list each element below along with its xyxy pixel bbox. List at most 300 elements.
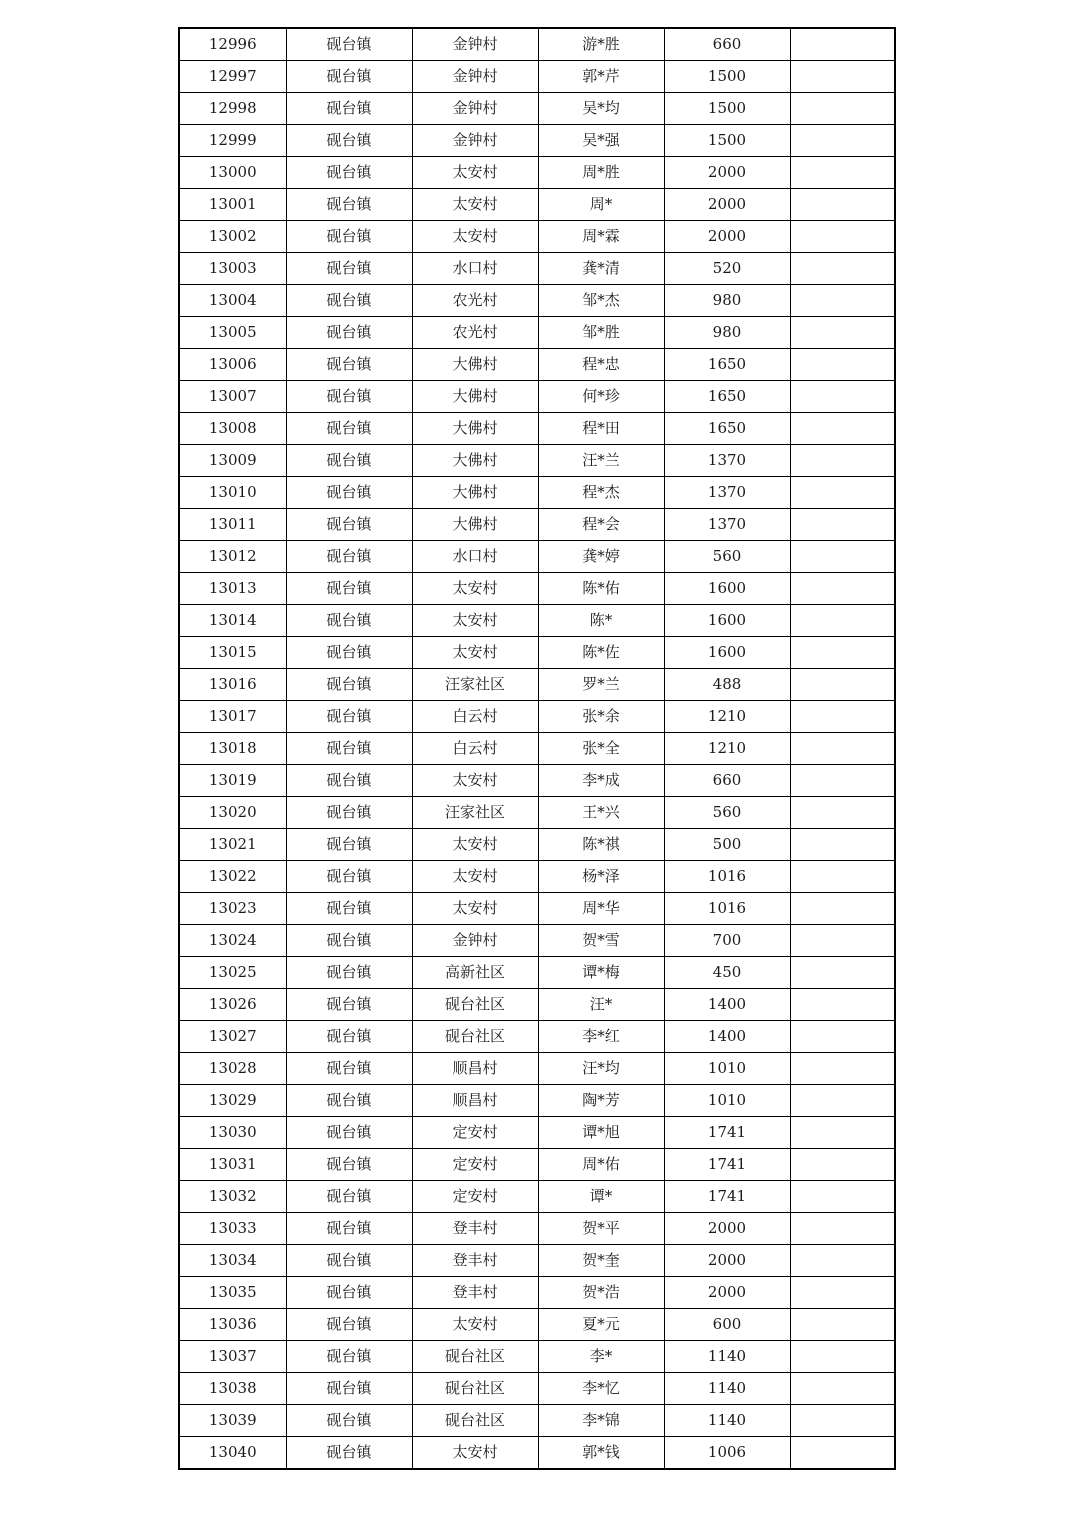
cell-id: 13021 xyxy=(179,829,286,861)
table-row xyxy=(179,925,895,957)
table-row xyxy=(179,1309,895,1341)
cell-town: 砚台镇 xyxy=(286,189,412,221)
cell-town: 砚台镇 xyxy=(286,509,412,541)
cell-town: 砚台镇 xyxy=(286,1341,412,1373)
cell-note xyxy=(790,989,895,1021)
cell-town: 砚台镇 xyxy=(286,541,412,573)
cell-town: 砚台镇 xyxy=(286,1277,412,1309)
table-row xyxy=(179,1341,895,1373)
cell-note xyxy=(790,573,895,605)
cell-town: 砚台镇 xyxy=(286,349,412,381)
cell-id: 13016 xyxy=(179,669,286,701)
cell-amount: 1400 xyxy=(664,1021,790,1053)
cell-id: 13024 xyxy=(179,925,286,957)
cell-town: 砚台镇 xyxy=(286,61,412,93)
cell-name: 程*忠 xyxy=(538,349,664,381)
cell-village: 高新社区 xyxy=(412,957,538,989)
cell-name: 贺*奎 xyxy=(538,1245,664,1277)
cell-amount: 450 xyxy=(664,957,790,989)
cell-name: 汪*兰 xyxy=(538,445,664,477)
cell-note xyxy=(790,221,895,253)
table-row xyxy=(179,733,895,765)
table-row xyxy=(179,1213,895,1245)
cell-note xyxy=(790,1373,895,1405)
cell-id: 13036 xyxy=(179,1309,286,1341)
cell-note xyxy=(790,669,895,701)
cell-name: 罗*兰 xyxy=(538,669,664,701)
cell-amount: 560 xyxy=(664,797,790,829)
cell-name: 杨*泽 xyxy=(538,861,664,893)
cell-id: 13019 xyxy=(179,765,286,797)
cell-village: 定安村 xyxy=(412,1149,538,1181)
cell-village: 大佛村 xyxy=(412,445,538,477)
cell-name: 周*佑 xyxy=(538,1149,664,1181)
cell-amount: 1600 xyxy=(664,637,790,669)
cell-town: 砚台镇 xyxy=(286,637,412,669)
cell-note xyxy=(790,605,895,637)
cell-id: 13022 xyxy=(179,861,286,893)
cell-note xyxy=(790,797,895,829)
cell-village: 砚台社区 xyxy=(412,989,538,1021)
cell-id: 13001 xyxy=(179,189,286,221)
cell-town: 砚台镇 xyxy=(286,253,412,285)
cell-village: 大佛村 xyxy=(412,381,538,413)
table-row xyxy=(179,605,895,637)
cell-town: 砚台镇 xyxy=(286,1181,412,1213)
cell-note xyxy=(790,701,895,733)
cell-amount: 1016 xyxy=(664,893,790,925)
cell-note xyxy=(790,1245,895,1277)
table-row xyxy=(179,445,895,477)
cell-amount: 1741 xyxy=(664,1117,790,1149)
cell-amount: 1140 xyxy=(664,1373,790,1405)
cell-note xyxy=(790,125,895,157)
cell-town: 砚台镇 xyxy=(286,285,412,317)
cell-note xyxy=(790,61,895,93)
cell-id: 13013 xyxy=(179,573,286,605)
table-row xyxy=(179,381,895,413)
table-row xyxy=(179,509,895,541)
cell-note xyxy=(790,1149,895,1181)
cell-town: 砚台镇 xyxy=(286,1021,412,1053)
cell-village: 金钟村 xyxy=(412,28,538,61)
cell-note xyxy=(790,93,895,125)
cell-amount: 2000 xyxy=(664,157,790,189)
cell-amount: 488 xyxy=(664,669,790,701)
cell-note xyxy=(790,541,895,573)
cell-town: 砚台镇 xyxy=(286,28,412,61)
cell-town: 砚台镇 xyxy=(286,1309,412,1341)
cell-note xyxy=(790,765,895,797)
cell-note xyxy=(790,1213,895,1245)
data-table xyxy=(178,27,896,1470)
table-row xyxy=(179,541,895,573)
cell-id: 13005 xyxy=(179,317,286,349)
cell-village: 太安村 xyxy=(412,765,538,797)
cell-village: 定安村 xyxy=(412,1181,538,1213)
cell-amount: 1500 xyxy=(664,125,790,157)
cell-village: 砚台社区 xyxy=(412,1405,538,1437)
cell-town: 砚台镇 xyxy=(286,829,412,861)
cell-id: 13039 xyxy=(179,1405,286,1437)
cell-town: 砚台镇 xyxy=(286,893,412,925)
cell-note xyxy=(790,189,895,221)
cell-amount: 660 xyxy=(664,28,790,61)
cell-village: 太安村 xyxy=(412,221,538,253)
cell-village: 大佛村 xyxy=(412,509,538,541)
cell-name: 李* xyxy=(538,1341,664,1373)
cell-village: 汪家社区 xyxy=(412,669,538,701)
cell-name: 周*胜 xyxy=(538,157,664,189)
cell-name: 陶*芳 xyxy=(538,1085,664,1117)
table-row xyxy=(179,1021,895,1053)
table-row xyxy=(179,1149,895,1181)
cell-village: 太安村 xyxy=(412,637,538,669)
table-row xyxy=(179,61,895,93)
cell-id: 13038 xyxy=(179,1373,286,1405)
cell-name: 邹*杰 xyxy=(538,285,664,317)
cell-village: 汪家社区 xyxy=(412,797,538,829)
cell-id: 12999 xyxy=(179,125,286,157)
cell-name: 贺*平 xyxy=(538,1213,664,1245)
cell-name: 汪* xyxy=(538,989,664,1021)
cell-note xyxy=(790,349,895,381)
cell-name: 龚*婷 xyxy=(538,541,664,573)
cell-village: 白云村 xyxy=(412,733,538,765)
cell-village: 登丰村 xyxy=(412,1245,538,1277)
cell-amount: 700 xyxy=(664,925,790,957)
cell-village: 太安村 xyxy=(412,893,538,925)
cell-village: 登丰村 xyxy=(412,1277,538,1309)
table-row xyxy=(179,1117,895,1149)
table-row xyxy=(179,1373,895,1405)
cell-note xyxy=(790,413,895,445)
cell-id: 13004 xyxy=(179,285,286,317)
cell-village: 定安村 xyxy=(412,1117,538,1149)
table-row xyxy=(179,413,895,445)
cell-id: 13040 xyxy=(179,1437,286,1470)
cell-town: 砚台镇 xyxy=(286,445,412,477)
cell-note xyxy=(790,28,895,61)
table-row xyxy=(179,669,895,701)
cell-town: 砚台镇 xyxy=(286,861,412,893)
table-row xyxy=(179,797,895,829)
cell-id: 13033 xyxy=(179,1213,286,1245)
cell-town: 砚台镇 xyxy=(286,573,412,605)
cell-id: 13027 xyxy=(179,1021,286,1053)
cell-amount: 2000 xyxy=(664,1245,790,1277)
cell-name: 陈*佐 xyxy=(538,637,664,669)
cell-amount: 500 xyxy=(664,829,790,861)
cell-id: 13012 xyxy=(179,541,286,573)
cell-name: 吴*均 xyxy=(538,93,664,125)
cell-note xyxy=(790,253,895,285)
cell-note xyxy=(790,157,895,189)
cell-town: 砚台镇 xyxy=(286,1053,412,1085)
cell-amount: 1741 xyxy=(664,1181,790,1213)
table-row xyxy=(179,1053,895,1085)
cell-id: 13017 xyxy=(179,701,286,733)
cell-amount: 1010 xyxy=(664,1085,790,1117)
cell-name: 贺*雪 xyxy=(538,925,664,957)
cell-amount: 1140 xyxy=(664,1405,790,1437)
cell-town: 砚台镇 xyxy=(286,157,412,189)
cell-town: 砚台镇 xyxy=(286,765,412,797)
cell-amount: 1140 xyxy=(664,1341,790,1373)
cell-village: 金钟村 xyxy=(412,61,538,93)
cell-amount: 1500 xyxy=(664,61,790,93)
cell-village: 金钟村 xyxy=(412,93,538,125)
cell-name: 李*锦 xyxy=(538,1405,664,1437)
cell-id: 13028 xyxy=(179,1053,286,1085)
cell-village: 砚台社区 xyxy=(412,1021,538,1053)
cell-town: 砚台镇 xyxy=(286,1373,412,1405)
cell-note xyxy=(790,1405,895,1437)
cell-name: 夏*元 xyxy=(538,1309,664,1341)
cell-amount: 1741 xyxy=(664,1149,790,1181)
cell-village: 农光村 xyxy=(412,285,538,317)
cell-note xyxy=(790,1117,895,1149)
cell-note xyxy=(790,381,895,413)
cell-name: 陈*佑 xyxy=(538,573,664,605)
cell-amount: 1210 xyxy=(664,701,790,733)
cell-village: 顺昌村 xyxy=(412,1053,538,1085)
table-row xyxy=(179,477,895,509)
cell-id: 13037 xyxy=(179,1341,286,1373)
cell-town: 砚台镇 xyxy=(286,1405,412,1437)
cell-town: 砚台镇 xyxy=(286,1117,412,1149)
cell-name: 邹*胜 xyxy=(538,317,664,349)
table-row xyxy=(179,957,895,989)
table-row xyxy=(179,637,895,669)
table-row xyxy=(179,253,895,285)
cell-village: 砚台社区 xyxy=(412,1341,538,1373)
cell-amount: 1006 xyxy=(664,1437,790,1470)
cell-id: 13002 xyxy=(179,221,286,253)
cell-town: 砚台镇 xyxy=(286,477,412,509)
table-row xyxy=(179,989,895,1021)
table-row xyxy=(179,349,895,381)
cell-town: 砚台镇 xyxy=(286,413,412,445)
cell-id: 13011 xyxy=(179,509,286,541)
cell-town: 砚台镇 xyxy=(286,957,412,989)
table-body xyxy=(179,28,895,1469)
cell-id: 13006 xyxy=(179,349,286,381)
cell-name: 张*全 xyxy=(538,733,664,765)
cell-id: 13030 xyxy=(179,1117,286,1149)
table-row xyxy=(179,157,895,189)
cell-village: 登丰村 xyxy=(412,1213,538,1245)
cell-id: 13014 xyxy=(179,605,286,637)
cell-name: 谭*梅 xyxy=(538,957,664,989)
cell-town: 砚台镇 xyxy=(286,1213,412,1245)
cell-name: 贺*浩 xyxy=(538,1277,664,1309)
cell-amount: 2000 xyxy=(664,1213,790,1245)
cell-town: 砚台镇 xyxy=(286,1149,412,1181)
cell-village: 太安村 xyxy=(412,573,538,605)
cell-amount: 1210 xyxy=(664,733,790,765)
cell-name: 何*珍 xyxy=(538,381,664,413)
cell-village: 太安村 xyxy=(412,861,538,893)
table-row xyxy=(179,317,895,349)
table-row xyxy=(179,1245,895,1277)
cell-id: 13000 xyxy=(179,157,286,189)
cell-village: 大佛村 xyxy=(412,413,538,445)
table-row xyxy=(179,1181,895,1213)
cell-id: 13032 xyxy=(179,1181,286,1213)
cell-amount: 1370 xyxy=(664,477,790,509)
cell-id: 13023 xyxy=(179,893,286,925)
table-row xyxy=(179,1277,895,1309)
cell-name: 郭*芹 xyxy=(538,61,664,93)
cell-note xyxy=(790,1341,895,1373)
cell-town: 砚台镇 xyxy=(286,925,412,957)
cell-town: 砚台镇 xyxy=(286,381,412,413)
table-row xyxy=(179,1405,895,1437)
cell-name: 谭*旭 xyxy=(538,1117,664,1149)
cell-amount: 2000 xyxy=(664,189,790,221)
cell-note xyxy=(790,861,895,893)
cell-name: 程*杰 xyxy=(538,477,664,509)
cell-id: 12997 xyxy=(179,61,286,93)
cell-village: 太安村 xyxy=(412,605,538,637)
cell-id: 13003 xyxy=(179,253,286,285)
cell-amount: 2000 xyxy=(664,1277,790,1309)
cell-id: 13007 xyxy=(179,381,286,413)
cell-name: 陈*祺 xyxy=(538,829,664,861)
cell-note xyxy=(790,829,895,861)
cell-village: 太安村 xyxy=(412,189,538,221)
table-row xyxy=(179,285,895,317)
cell-town: 砚台镇 xyxy=(286,733,412,765)
cell-town: 砚台镇 xyxy=(286,669,412,701)
cell-village: 太安村 xyxy=(412,1437,538,1470)
cell-id: 13035 xyxy=(179,1277,286,1309)
cell-village: 大佛村 xyxy=(412,349,538,381)
cell-amount: 980 xyxy=(664,285,790,317)
cell-village: 砚台社区 xyxy=(412,1373,538,1405)
cell-amount: 1650 xyxy=(664,413,790,445)
cell-note xyxy=(790,285,895,317)
cell-note xyxy=(790,317,895,349)
table-row xyxy=(179,221,895,253)
cell-amount: 1650 xyxy=(664,381,790,413)
cell-id: 12998 xyxy=(179,93,286,125)
cell-id: 13008 xyxy=(179,413,286,445)
cell-amount: 1600 xyxy=(664,573,790,605)
cell-village: 白云村 xyxy=(412,701,538,733)
cell-name: 郭*钱 xyxy=(538,1437,664,1470)
table-row xyxy=(179,189,895,221)
cell-name: 李*忆 xyxy=(538,1373,664,1405)
cell-village: 水口村 xyxy=(412,541,538,573)
cell-name: 游*胜 xyxy=(538,28,664,61)
cell-note xyxy=(790,445,895,477)
cell-town: 砚台镇 xyxy=(286,1085,412,1117)
cell-name: 汪*均 xyxy=(538,1053,664,1085)
cell-amount: 1010 xyxy=(664,1053,790,1085)
cell-id: 12996 xyxy=(179,28,286,61)
cell-id: 13026 xyxy=(179,989,286,1021)
cell-amount: 1650 xyxy=(664,349,790,381)
cell-amount: 1370 xyxy=(664,509,790,541)
cell-amount: 2000 xyxy=(664,221,790,253)
cell-note xyxy=(790,893,895,925)
table-row xyxy=(179,93,895,125)
cell-note xyxy=(790,477,895,509)
cell-id: 13020 xyxy=(179,797,286,829)
table-row xyxy=(179,765,895,797)
cell-name: 龚*清 xyxy=(538,253,664,285)
cell-village: 金钟村 xyxy=(412,125,538,157)
cell-id: 13029 xyxy=(179,1085,286,1117)
cell-village: 水口村 xyxy=(412,253,538,285)
cell-name: 王*兴 xyxy=(538,797,664,829)
cell-village: 农光村 xyxy=(412,317,538,349)
cell-note xyxy=(790,925,895,957)
table-row xyxy=(179,125,895,157)
cell-town: 砚台镇 xyxy=(286,221,412,253)
cell-amount: 1370 xyxy=(664,445,790,477)
cell-town: 砚台镇 xyxy=(286,93,412,125)
cell-village: 顺昌村 xyxy=(412,1085,538,1117)
cell-amount: 1016 xyxy=(664,861,790,893)
cell-town: 砚台镇 xyxy=(286,701,412,733)
cell-name: 周* xyxy=(538,189,664,221)
cell-village: 太安村 xyxy=(412,1309,538,1341)
table-row xyxy=(179,701,895,733)
cell-amount: 600 xyxy=(664,1309,790,1341)
cell-note xyxy=(790,1053,895,1085)
cell-note xyxy=(790,509,895,541)
table-row xyxy=(179,861,895,893)
cell-note xyxy=(790,1309,895,1341)
cell-amount: 520 xyxy=(664,253,790,285)
cell-village: 大佛村 xyxy=(412,477,538,509)
table-row xyxy=(179,573,895,605)
cell-town: 砚台镇 xyxy=(286,1437,412,1470)
table-row xyxy=(179,28,895,61)
cell-village: 太安村 xyxy=(412,829,538,861)
cell-id: 13031 xyxy=(179,1149,286,1181)
cell-id: 13010 xyxy=(179,477,286,509)
table-row xyxy=(179,829,895,861)
cell-name: 谭* xyxy=(538,1181,664,1213)
cell-name: 李*红 xyxy=(538,1021,664,1053)
cell-id: 13025 xyxy=(179,957,286,989)
cell-note xyxy=(790,637,895,669)
table-row xyxy=(179,893,895,925)
cell-id: 13018 xyxy=(179,733,286,765)
cell-note xyxy=(790,733,895,765)
cell-note xyxy=(790,1021,895,1053)
cell-id: 13009 xyxy=(179,445,286,477)
cell-note xyxy=(790,1437,895,1470)
cell-name: 周*华 xyxy=(538,893,664,925)
cell-town: 砚台镇 xyxy=(286,989,412,1021)
cell-name: 张*余 xyxy=(538,701,664,733)
cell-note xyxy=(790,1085,895,1117)
cell-note xyxy=(790,957,895,989)
cell-town: 砚台镇 xyxy=(286,1245,412,1277)
table-row xyxy=(179,1085,895,1117)
cell-note xyxy=(790,1181,895,1213)
cell-name: 陈* xyxy=(538,605,664,637)
table-row xyxy=(179,1437,895,1470)
cell-town: 砚台镇 xyxy=(286,125,412,157)
cell-town: 砚台镇 xyxy=(286,605,412,637)
cell-name: 李*成 xyxy=(538,765,664,797)
